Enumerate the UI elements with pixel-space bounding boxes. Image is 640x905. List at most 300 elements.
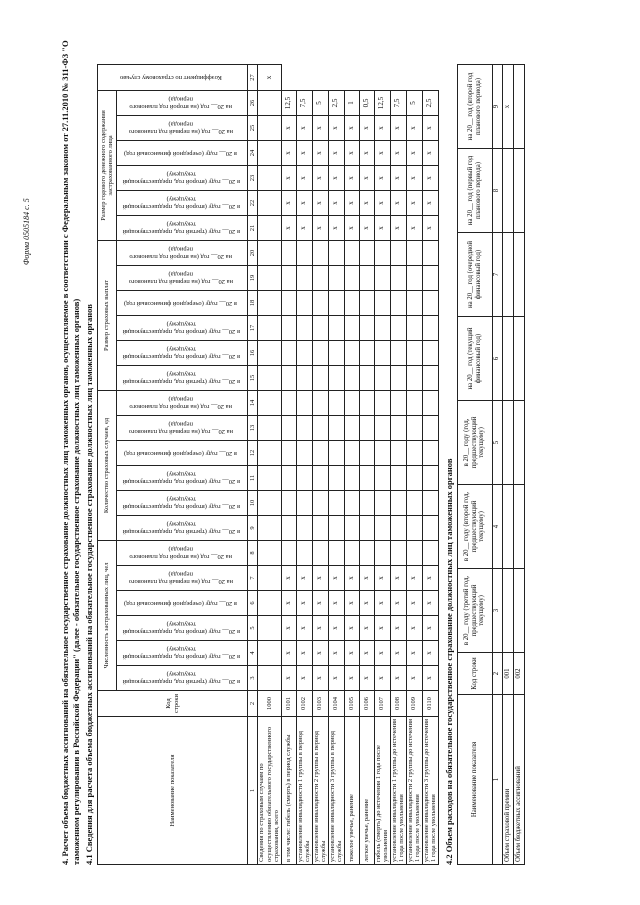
t1-column-number: 1 <box>248 717 258 865</box>
t2-column-number: 3 <box>492 569 502 653</box>
t1-cell: x <box>328 216 344 241</box>
t1-cell <box>390 241 406 266</box>
t1-cell <box>281 416 296 441</box>
t2-cell <box>513 317 524 401</box>
t1-cell <box>258 416 282 441</box>
t1-column-number: 19 <box>248 266 258 291</box>
t1-cell <box>258 391 282 416</box>
t1-cell <box>344 366 359 391</box>
t1-row-code: 0105 <box>344 691 359 717</box>
t1-column-number: 9 <box>248 516 258 541</box>
t1-cell: x <box>281 116 296 141</box>
t1-cell: x <box>374 566 390 591</box>
t1-cell: x <box>359 641 374 666</box>
t1-cell <box>359 416 374 441</box>
t1-cell: 12,5 <box>374 91 390 116</box>
t1-cell: x <box>390 616 406 641</box>
t1-header-coefficient <box>98 65 248 91</box>
t1-period-header <box>117 191 248 216</box>
t1-cell: x <box>390 641 406 666</box>
t1-cell: x <box>281 666 296 691</box>
t2-cell <box>502 569 513 653</box>
t1-cell <box>312 466 328 491</box>
t2-header-cell: Наименование показателя <box>457 695 492 865</box>
t1-cell: x <box>344 166 359 191</box>
t1-cell <box>422 466 438 491</box>
t1-cell <box>312 516 328 541</box>
t1-period-header-text: в 20__ году (второй год, предшествующий текущему) <box>122 346 240 361</box>
t1-row-name: установление инвалидности 2 группы в период службы <box>312 717 328 865</box>
t1-cell <box>359 466 374 491</box>
t1-period-header <box>117 316 248 341</box>
t1-cell: x <box>344 191 359 216</box>
t1-cell <box>312 291 328 316</box>
t1-cell: x <box>406 141 422 166</box>
t1-cell <box>258 216 282 241</box>
t1-cell <box>281 491 296 516</box>
t1-data-row <box>390 65 406 865</box>
t2-header-cell: в 20__ году (год, предшествующий текущему) <box>457 401 492 485</box>
t1-cell <box>359 241 374 266</box>
t1-cell: x <box>422 641 438 666</box>
t1-cell: x <box>374 141 390 166</box>
t1-data-row <box>359 65 374 865</box>
t1-cell: x <box>312 641 328 666</box>
t1-row-code: 0106 <box>359 691 374 717</box>
t1-cell: x <box>374 616 390 641</box>
t1-cell: x <box>344 566 359 591</box>
t1-row-code: 0101 <box>281 691 296 717</box>
t1-cell: x <box>390 666 406 691</box>
t1-cell <box>296 341 312 366</box>
t1-cell <box>258 241 282 266</box>
t1-cell <box>390 441 406 466</box>
t1-cell <box>296 291 312 316</box>
t1-column-number: 10 <box>248 491 258 516</box>
t1-cell: x <box>328 116 344 141</box>
t1-data-row <box>374 65 390 865</box>
t1-cell <box>258 91 282 116</box>
t1-period-header-text: в 20__ году (второй год, предшествующий текущему) <box>122 196 240 211</box>
t1-cell <box>312 441 328 466</box>
t1-cell <box>390 391 406 416</box>
t1-cell: x <box>422 616 438 641</box>
t1-cell <box>281 366 296 391</box>
t1-period-header-text: в 20__ году (очередной финансовый год) <box>124 599 238 607</box>
t1-cell <box>422 291 438 316</box>
t1-cell <box>344 266 359 291</box>
t1-cell: x <box>390 166 406 191</box>
t1-cell <box>328 541 344 566</box>
t1-cell: x <box>344 591 359 616</box>
t2-header-cell: в 20__ году (третий год, предшествующий текущему) <box>457 569 492 653</box>
t1-cell <box>312 416 328 441</box>
t1-cell <box>258 591 282 616</box>
table-expenses <box>457 64 525 865</box>
t1-cell <box>296 366 312 391</box>
t1-data-row <box>422 65 438 865</box>
t2-header-cell: на 20__ год (второй год планового периода) <box>457 65 492 149</box>
t1-cell <box>344 541 359 566</box>
t2-header-cell: на 20__ год (текущий финансовый год) <box>457 317 492 401</box>
t1-data-row <box>406 65 422 865</box>
t1-column-number: 18 <box>248 291 258 316</box>
t1-cell: x <box>406 566 422 591</box>
t1-period-header <box>117 391 248 416</box>
t1-period-header <box>117 516 248 541</box>
t1-period-header-text: в 20__ году (второй год, предшествующий текущему) <box>122 471 240 486</box>
t1-cell <box>281 341 296 366</box>
t1-cell: x <box>344 116 359 141</box>
t1-cell <box>374 366 390 391</box>
t1-cell: x <box>359 141 374 166</box>
t1-cell <box>390 516 406 541</box>
t1-cell <box>328 466 344 491</box>
t1-cell <box>312 391 328 416</box>
t1-cell: x <box>296 141 312 166</box>
t1-cell <box>312 366 328 391</box>
t1-cell: x <box>328 666 344 691</box>
t1-column-number: 22 <box>248 191 258 216</box>
t1-cell <box>359 341 374 366</box>
t1-column-number: 23 <box>248 166 258 191</box>
t1-period-header <box>117 216 248 241</box>
t1-cell <box>406 491 422 516</box>
t1-period-header-text: в 20__ году (второй год, предшествующий текущему) <box>122 496 240 511</box>
t1-cell: x <box>374 166 390 191</box>
t1-column-number: 26 <box>248 91 258 116</box>
t1-cell <box>406 366 422 391</box>
t1-cell: x <box>406 166 422 191</box>
t1-period-header-text: в 20__ году (второй год, предшествующий текущему) <box>122 621 240 636</box>
t1-header-coefficient-text: Коэффициент по страховому случаю <box>120 74 223 82</box>
t1-row-name: в том числе: гибель (смерть) в период службы <box>281 717 296 865</box>
table-insurance-cases <box>97 64 439 865</box>
t1-row-code: 0102 <box>296 691 312 717</box>
t2-header-row <box>457 65 492 865</box>
t1-cell <box>344 441 359 466</box>
t1-period-header <box>117 566 248 591</box>
t1-period-header <box>117 291 248 316</box>
t1-cell: x <box>374 666 390 691</box>
t1-cell <box>312 266 328 291</box>
t1-cell <box>374 441 390 466</box>
t1-cell: x <box>406 591 422 616</box>
t1-row-code: 0108 <box>390 691 406 717</box>
t1-period-header-text: в 20__ году (очередной финансовый год) <box>124 449 238 457</box>
t1-cell <box>258 441 282 466</box>
t1-cell <box>258 641 282 666</box>
t1-column-number: 25 <box>248 116 258 141</box>
t1-cell: x <box>344 666 359 691</box>
t1-cell: x <box>312 166 328 191</box>
t1-cell <box>296 541 312 566</box>
t1-row-name: установление инвалидности 1 группы до истечения 1 года после увольнения <box>390 717 406 865</box>
t1-cell <box>281 466 296 491</box>
t1-cell <box>422 241 438 266</box>
t1-cell <box>406 341 422 366</box>
t1-cell: 7,5 <box>296 91 312 116</box>
t1-cell <box>406 416 422 441</box>
t1-cell: x <box>296 616 312 641</box>
t1-cell <box>296 441 312 466</box>
t1-cell: x <box>281 166 296 191</box>
t1-period-header <box>117 341 248 366</box>
t1-period-header <box>117 666 248 691</box>
t2-column-number: 1 <box>492 695 502 865</box>
t1-cell <box>359 491 374 516</box>
t1-cell <box>281 316 296 341</box>
t1-cell <box>328 366 344 391</box>
t1-cell <box>296 266 312 291</box>
t1-period-header <box>117 641 248 666</box>
t2-column-number: 8 <box>492 149 502 233</box>
t1-cell <box>258 666 282 691</box>
t2-column-number: 2 <box>492 653 502 695</box>
t1-cell <box>406 316 422 341</box>
t1-column-number: 12 <box>248 441 258 466</box>
t1-cell <box>374 541 390 566</box>
t1-period-header-text: в 20__ году (третий год, предшествующий текущему) <box>122 371 240 386</box>
t1-cell <box>281 241 296 266</box>
t1-cell <box>359 266 374 291</box>
t1-data-row <box>344 65 359 865</box>
t2-cell: x <box>502 65 513 149</box>
t1-cell <box>258 491 282 516</box>
t1-cell <box>296 516 312 541</box>
t1-cell: x <box>281 591 296 616</box>
t1-period-header-text: на 20__ год (на первый год планового периода) <box>128 421 233 436</box>
t1-cell: 2,5 <box>422 91 438 116</box>
t1-cell <box>374 391 390 416</box>
t1-period-header-text: в 20__ году (очередной финансовый год) <box>124 299 238 307</box>
t1-column-number: 27 <box>248 65 258 91</box>
t1-cell <box>344 516 359 541</box>
t2-column-numbers-row <box>492 65 502 865</box>
t1-cell <box>422 366 438 391</box>
t1-cell <box>406 541 422 566</box>
t2-cell <box>513 569 524 653</box>
t1-column-number: 8 <box>248 541 258 566</box>
t1-cell <box>359 441 374 466</box>
t1-cell <box>422 341 438 366</box>
t1-cell <box>344 341 359 366</box>
t1-cell: x <box>422 166 438 191</box>
t1-cell: x <box>344 616 359 641</box>
t1-cell: x <box>296 216 312 241</box>
t1-cell <box>344 291 359 316</box>
t1-row-name: легкое увечье, ранение <box>359 717 374 865</box>
t1-column-numbers-row <box>248 65 258 865</box>
t1-cell <box>422 416 438 441</box>
t1-cell <box>422 441 438 466</box>
t2-cell <box>513 149 524 233</box>
t1-group-header: Численность застрахованных лиц, чел <box>98 541 117 691</box>
t1-cell <box>328 316 344 341</box>
t1-cell <box>281 541 296 566</box>
t1-cell <box>422 516 438 541</box>
t1-cell: x <box>281 191 296 216</box>
t2-row-code: 001 <box>502 653 513 695</box>
t1-cell: x <box>296 641 312 666</box>
t1-cell <box>422 266 438 291</box>
t1-cell: x <box>374 641 390 666</box>
t1-column-number: 7 <box>248 566 258 591</box>
t1-cell: x <box>359 166 374 191</box>
t1-cell: 5 <box>406 91 422 116</box>
t1-cell <box>296 391 312 416</box>
t1-period-header <box>117 166 248 191</box>
t1-cell <box>374 341 390 366</box>
t1-period-header <box>117 416 248 441</box>
t1-cell <box>406 241 422 266</box>
t1-row-code: 0107 <box>374 691 390 717</box>
t1-period-header-text: в 20__ году (третий год, предшествующий текущему) <box>122 521 240 536</box>
t1-cell: x <box>406 216 422 241</box>
t1-row-name: установление инвалидности 3 группы в период службы <box>328 717 344 865</box>
t1-cell <box>258 316 282 341</box>
t1-column-number: 20 <box>248 241 258 266</box>
t1-cell <box>312 341 328 366</box>
t1-period-header-text: в 20__ году (второй год, предшествующий текущему) <box>122 321 240 336</box>
t1-cell: x <box>344 216 359 241</box>
t1-cell: x <box>390 191 406 216</box>
t1-cell: x <box>422 141 438 166</box>
t1-cell <box>328 516 344 541</box>
t1-column-number: 21 <box>248 216 258 241</box>
t1-period-header <box>117 466 248 491</box>
t1-group-header: Размер страховых выплат <box>98 241 117 391</box>
t1-cell <box>258 166 282 191</box>
t1-period-header <box>117 266 248 291</box>
t1-cell: x <box>374 591 390 616</box>
section4-title: 4. Расчет объема бюджетных ассигнований на обязательное государственное страхование должностных лиц таможенных органов, осуществляемое в соответствии с Федеральным законом от 27.11.2010 № 311-ФЗ "О таможенном регулировании в Российской Федерации" (далее - обязательное государственное страхование должностных лиц таможенных органов) <box>60 40 81 865</box>
t1-period-header-text: в 20__ году (второй год, предшествующий текущему) <box>122 646 240 661</box>
t1-cell: 2,5 <box>328 91 344 116</box>
t2-cell <box>513 401 524 485</box>
t1-cell <box>390 541 406 566</box>
t1-cell <box>312 241 328 266</box>
t1-cell <box>328 416 344 441</box>
t1-cell <box>406 266 422 291</box>
t1-column-number: 15 <box>248 366 258 391</box>
t1-period-header <box>117 241 248 266</box>
t1-period-header-text: на 20__ год (на второй год планового периода) <box>129 246 233 261</box>
t1-column-number: 11 <box>248 466 258 491</box>
t1-cell <box>344 416 359 441</box>
t1-cell <box>296 241 312 266</box>
t1-cell <box>374 416 390 441</box>
t1-period-header-text: на 20__ год (на первый год планового периода) <box>128 121 233 136</box>
t1-column-number: 5 <box>248 616 258 641</box>
form-id: Форма 0505184 с. 5 <box>22 198 31 265</box>
t1-column-number: 16 <box>248 341 258 366</box>
t1-period-header <box>117 491 248 516</box>
t1-cell: x <box>281 141 296 166</box>
t2-header-cell: на 20__ год (первый год планового периода) <box>457 149 492 233</box>
t1-period-header-text: на 20__ год (на второй год планового периода) <box>129 546 233 561</box>
t1-cell <box>374 266 390 291</box>
t1-cell <box>344 491 359 516</box>
t1-cell <box>406 291 422 316</box>
t1-cell <box>296 466 312 491</box>
t2-column-number: 6 <box>492 317 502 401</box>
t1-row-name: гибель (смерть) до истечения 1 года после увольнения <box>374 717 390 865</box>
t1-cell: x <box>296 191 312 216</box>
section41-title: 4.1 Сведения для расчета объема бюджетных ассигнований на обязательное государственное страхование должностных лиц таможенных органов <box>84 304 94 865</box>
t1-cell: x <box>374 216 390 241</box>
t2-column-number: 4 <box>492 485 502 569</box>
t1-row-name: Сведения по страховым случаям по осуществлению обязательного государственного страхования, всего <box>258 717 282 865</box>
t1-cell <box>374 491 390 516</box>
t1-cell <box>258 616 282 641</box>
t2-cell <box>502 401 513 485</box>
t1-cell <box>281 441 296 466</box>
t1-row-name: тяжелое увечье, ранение <box>344 717 359 865</box>
t1-row-name: установление инвалидности 3 группы до истечения 1 года после увольнения <box>422 717 438 865</box>
t1-cell <box>359 516 374 541</box>
t1-cell: x <box>406 116 422 141</box>
t1-period-header-text: в 20__ году (очередной финансовый год) <box>124 149 238 157</box>
t1-cell: x <box>344 641 359 666</box>
t1-cell: x <box>359 566 374 591</box>
t1-period-header-text: в 20__ году (третий год, предшествующий текущему) <box>122 221 240 236</box>
t1-cell: x <box>328 141 344 166</box>
t1-cell <box>406 441 422 466</box>
t1-cell: x <box>312 666 328 691</box>
t1-cell <box>281 266 296 291</box>
t1-period-header <box>117 616 248 641</box>
t1-data-row <box>258 65 282 865</box>
t1-period-header <box>117 541 248 566</box>
t1-cell <box>312 316 328 341</box>
t1-cell: x <box>312 191 328 216</box>
t1-cell: x <box>422 566 438 591</box>
t1-cell <box>328 291 344 316</box>
t1-cell <box>359 541 374 566</box>
t1-cell: x <box>406 641 422 666</box>
t1-cell: 5 <box>312 91 328 116</box>
t1-cell: x <box>312 216 328 241</box>
t1-cell: x <box>296 666 312 691</box>
t1-cell: x <box>359 591 374 616</box>
t2-cell <box>513 65 524 149</box>
t1-row-code: 0110 <box>422 691 438 717</box>
t1-cell: 7,5 <box>390 91 406 116</box>
t2-column-number: 5 <box>492 401 502 485</box>
t1-cell: x <box>312 591 328 616</box>
t1-cell <box>406 466 422 491</box>
t1-cell <box>344 241 359 266</box>
t1-cell: x <box>281 616 296 641</box>
t1-period-header <box>117 441 248 466</box>
t1-cell: x <box>312 566 328 591</box>
t1-period-header-text: на 20__ год (на первый год планового периода) <box>128 571 233 586</box>
t1-period-header <box>117 141 248 166</box>
t1-cell: 1 <box>344 91 359 116</box>
t1-cell <box>344 316 359 341</box>
content <box>60 15 525 865</box>
t1-period-header-text: на 20__ год (на первый год планового периода) <box>128 271 233 286</box>
t1-period-header <box>117 91 248 116</box>
t1-cell: x <box>359 116 374 141</box>
t1-cell <box>390 341 406 366</box>
t1-cell: x <box>422 216 438 241</box>
t1-cell <box>359 366 374 391</box>
t1-cell <box>359 316 374 341</box>
t1-cell <box>258 366 282 391</box>
t1-cell: x <box>359 616 374 641</box>
